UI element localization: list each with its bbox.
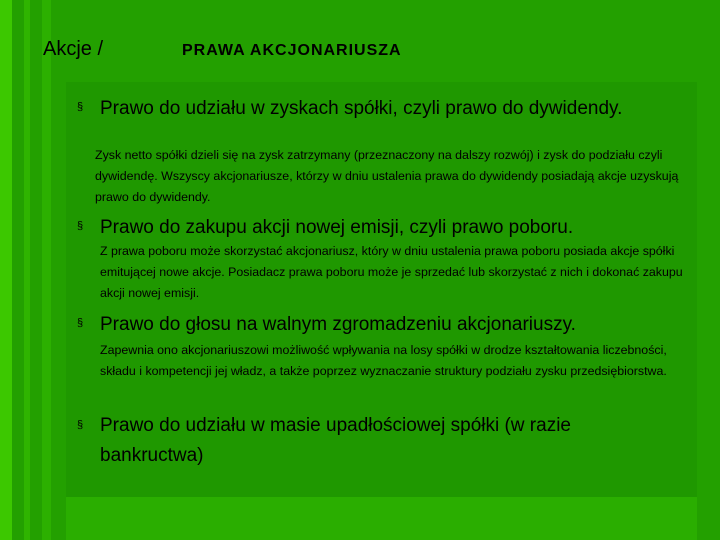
slide-title: Akcje / — [43, 38, 104, 60]
section-heading — [75, 411, 655, 471]
section-heading — [75, 314, 695, 336]
decorative-stripe — [24, 0, 30, 540]
section-heading-text: Prawo do udziału w masie upadłościowej spółki (w razie bankructwa) — [100, 415, 571, 466]
section-description: Zysk netto spółki dzieli się na zysk zatrzymany (przeznaczony na dalszy rozwój) i zysk do podziału czyli dywidendę. Wszyscy akcjonariusze, którzy w dniu ustalenia prawa do dywidendy posiadają akcje uzyskują prawo do dywidendy. — [95, 148, 679, 204]
slide-subtitle: PRAWA AKCJONARIUSZA — [182, 42, 402, 59]
bullet-icon: § — [76, 220, 84, 232]
section-heading-text: Prawo do głosu na walnym zgromadzeniu akcjonariuszy. — [100, 314, 576, 335]
decorative-stripe — [42, 0, 51, 540]
section-description: Zapewnia ono akcjonariuszowi możliwość wpływania na losy spółki w drodze kształtowania liczebności, składu i kompetencji jej władz, a także poprzez wyznaczanie struktury podziału zysku przedsiębiorstwa. — [100, 343, 667, 378]
section-heading — [75, 98, 635, 120]
decorative-stripe — [0, 0, 12, 540]
bullet-icon: § — [76, 419, 84, 431]
lower-panel — [66, 497, 697, 540]
section-heading-text: Prawo do zakupu akcji nowej emisji, czyli prawo poboru. — [100, 217, 574, 238]
section-heading — [75, 217, 695, 239]
section-heading-text: Prawo do udziału w zyskach spółki, czyli prawo do dywidendy. — [100, 98, 623, 119]
bullet-icon: § — [76, 317, 84, 329]
bullet-icon: § — [76, 101, 84, 113]
section-description: Z prawa poboru może skorzystać akcjonariusz, który w dniu ustalenia prawa poboru posiada akcje spółki emitującej nowe akcje. Posiadacz prawa poboru może je sprzedać lub skorzystać z nich i dokonać zakupu akcji nowej emisji. — [100, 244, 683, 300]
